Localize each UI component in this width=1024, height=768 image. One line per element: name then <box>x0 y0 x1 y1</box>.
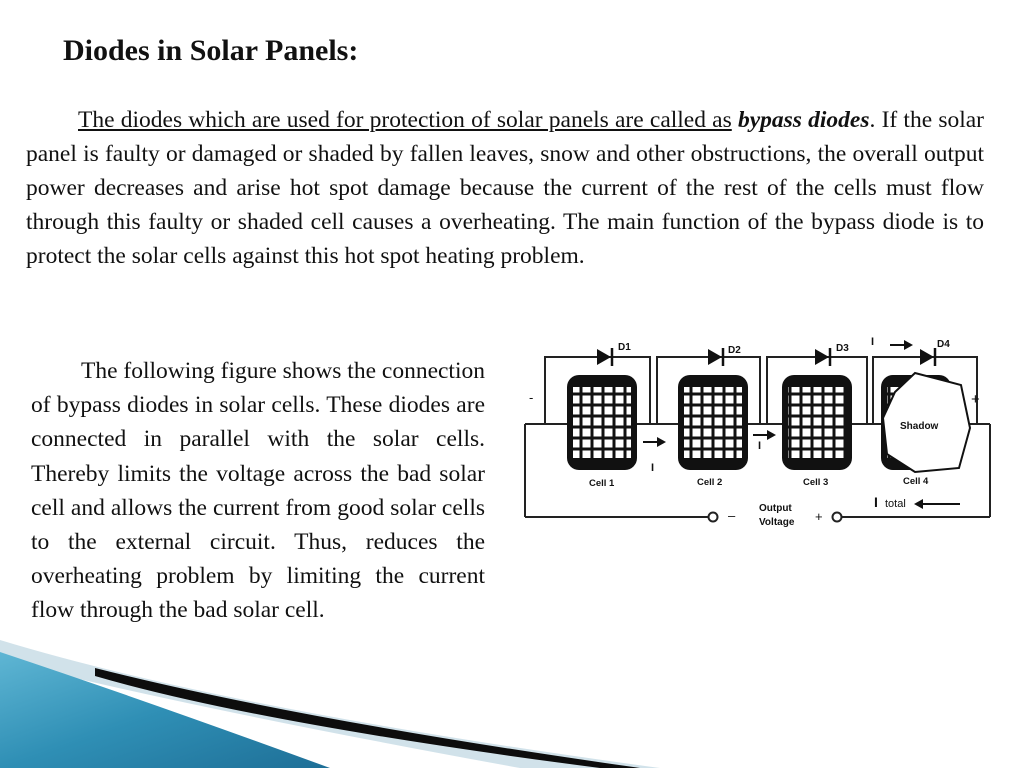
output-terminal-plus <box>833 513 842 522</box>
diode-label-d3: D3 <box>836 343 849 354</box>
cell-label-1: Cell 1 <box>589 478 615 489</box>
corner-swoosh-decoration <box>0 640 660 768</box>
output-minus-label: – <box>728 508 736 523</box>
current-arrow-1-icon <box>643 437 666 447</box>
cell-label-4: Cell 4 <box>903 476 929 487</box>
diode-label-d4: D4 <box>937 339 950 350</box>
figure-description-paragraph: The following figure shows the connection of bypass diodes in solar cells. These diodes are connected in parallel with the solar cells. Thereby limits the voltage across the bad solar cell and allows the current from good solar cells to the external circuit. Thus, reduces the overheating problem by limiting the current flow through the bad solar cell. <box>31 358 485 624</box>
diode-d4-icon <box>920 348 935 366</box>
diode-d2-icon <box>708 348 723 366</box>
intro-paragraph <box>26 103 984 273</box>
itotal-sub-label: total <box>885 498 906 510</box>
bypass-diodes-term: bypass diodes <box>737 107 870 133</box>
diode-label-d1: D1 <box>618 342 631 353</box>
output-label: Output <box>759 503 792 514</box>
cell-label-3: Cell 3 <box>803 477 829 488</box>
intro-rest-text: . If the solar panel is faulty or damaged or shaded by fallen leaves, snow and other obstructions, the overall output power decreases and arise hot spot damage because the current of the rest of the cells must flow through this faulty or shaded cell causes a overheating. The main function of the bypass diode is to protect the solar cells against this hot spot heating problem. <box>26 107 985 269</box>
output-plus-label: + <box>815 509 823 524</box>
itotal-i-label: I <box>874 494 878 510</box>
current-label-1: I <box>651 462 655 474</box>
current-arrow-top-icon <box>890 340 913 350</box>
diode-d3-icon <box>815 348 830 366</box>
current-label-top: I <box>871 336 875 348</box>
diode-d1-icon <box>597 348 612 366</box>
cell-label-2: Cell 2 <box>697 477 723 488</box>
current-arrow-2-icon <box>753 430 776 440</box>
diode-label-d2: D2 <box>728 345 741 356</box>
polarity-plus: + <box>971 391 980 408</box>
itotal-arrow-icon <box>914 499 960 509</box>
slide-title: Diodes in Solar Panels: <box>63 34 359 67</box>
shadow-label: Shadow <box>900 421 939 432</box>
intro-underlined-text: The diodes which are used for protection of solar panels are called as <box>78 107 732 133</box>
voltage-label: Voltage <box>759 517 795 528</box>
polarity-minus: - <box>529 390 534 405</box>
output-terminal-minus <box>709 513 718 522</box>
current-label-2: I <box>758 440 762 452</box>
bypass-diode-circuit-figure <box>515 328 1000 538</box>
